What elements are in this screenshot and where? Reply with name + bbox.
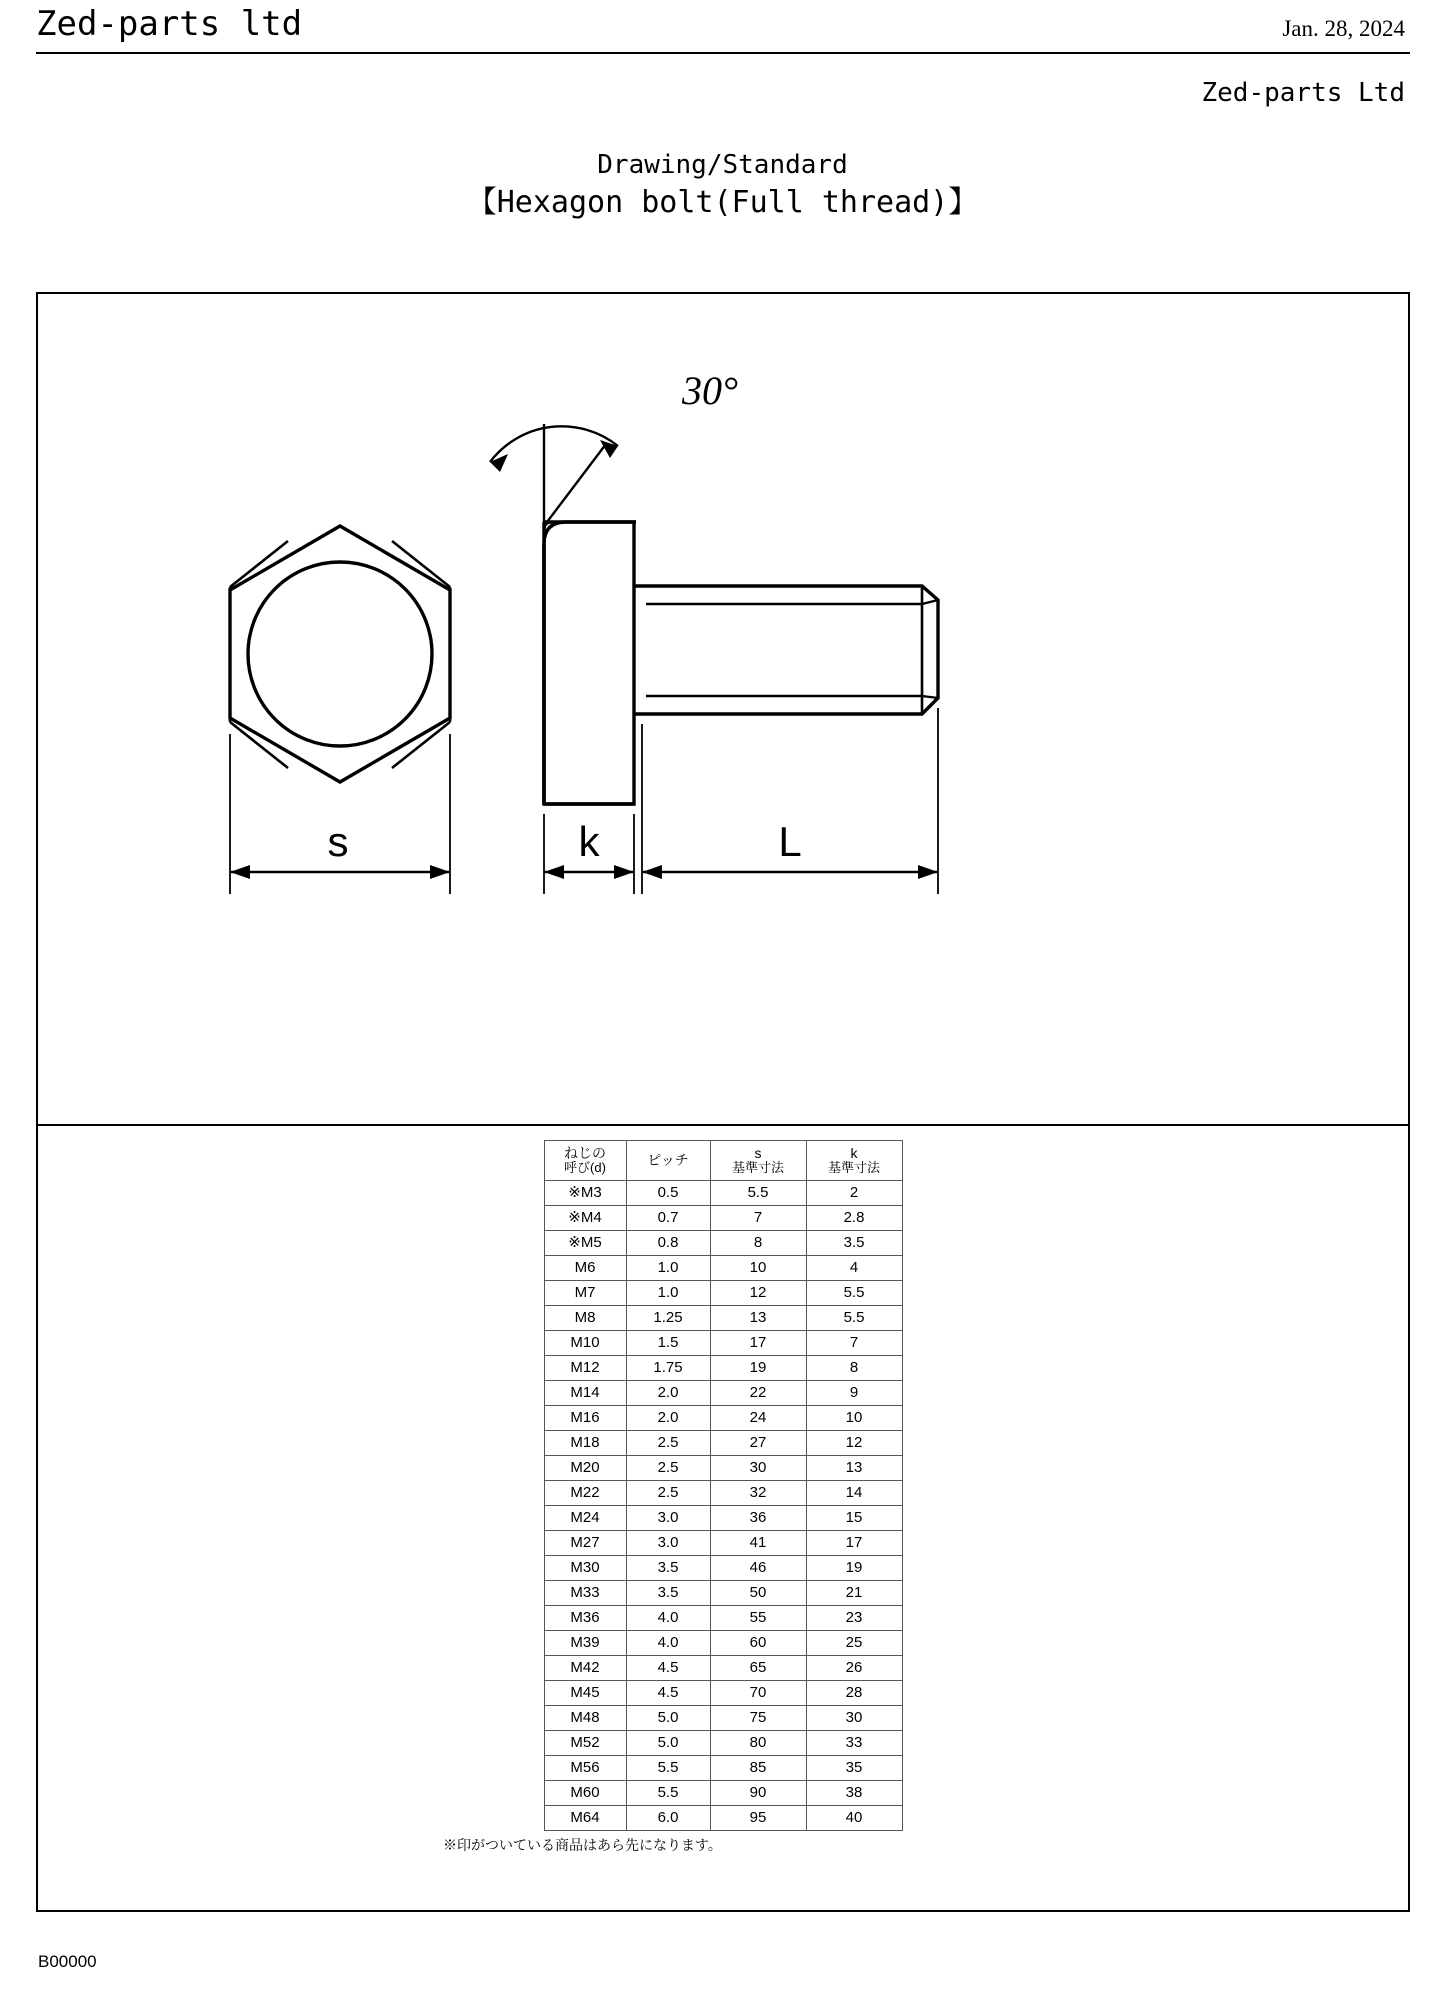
- table-cell: 28: [806, 1681, 902, 1706]
- table-cell: 13: [710, 1306, 806, 1331]
- spec-table-wrap: [38, 1140, 1408, 1855]
- table-cell: 14: [806, 1481, 902, 1506]
- table-cell: 75: [710, 1706, 806, 1731]
- table-row: [544, 1506, 902, 1531]
- table-cell: 1.75: [626, 1356, 710, 1381]
- table-cell: 6.0: [626, 1806, 710, 1831]
- dimension-label-l: L: [778, 818, 802, 865]
- table-cell: M42: [544, 1656, 626, 1681]
- table-cell: 8: [806, 1356, 902, 1381]
- footer-code: B00000: [38, 1952, 97, 1971]
- table-cell: 5.5: [806, 1281, 902, 1306]
- table-cell: M24: [544, 1506, 626, 1531]
- table-cell: M33: [544, 1581, 626, 1606]
- table-cell: 4.0: [626, 1631, 710, 1656]
- table-row: [544, 1606, 902, 1631]
- table-cell: 1.0: [626, 1281, 710, 1306]
- table-cell: M18: [544, 1431, 626, 1456]
- table-cell: 2: [806, 1181, 902, 1206]
- table-cell: 10: [710, 1256, 806, 1281]
- table-row: [544, 1656, 902, 1681]
- table-cell: M16: [544, 1406, 626, 1431]
- table-cell: 7: [710, 1206, 806, 1231]
- dimension-label-s: s: [327, 818, 349, 865]
- table-cell: 90: [710, 1781, 806, 1806]
- table-row: [544, 1731, 902, 1756]
- table-cell: 1.0: [626, 1256, 710, 1281]
- table-cell: 0.7: [626, 1206, 710, 1231]
- table-row: [544, 1206, 902, 1231]
- table-row: [544, 1381, 902, 1406]
- table-cell: M8: [544, 1306, 626, 1331]
- table-cell: 50: [710, 1581, 806, 1606]
- page-header: [0, 0, 1445, 60]
- table-cell: 46: [710, 1556, 806, 1581]
- table-cell: 17: [806, 1531, 902, 1556]
- table-cell: 5.5: [806, 1306, 902, 1331]
- table-cell: M7: [544, 1281, 626, 1306]
- table-cell: 3.0: [626, 1531, 710, 1556]
- table-cell: 3.5: [806, 1231, 902, 1256]
- table-row: [544, 1631, 902, 1656]
- table-cell: M60: [544, 1781, 626, 1806]
- table-row: [544, 1306, 902, 1331]
- table-row: [544, 1281, 902, 1306]
- table-cell: 2.0: [626, 1381, 710, 1406]
- table-row: [544, 1706, 902, 1731]
- col-header-thread: [544, 1141, 626, 1181]
- col-header-k-main: k: [850, 1145, 858, 1161]
- table-cell: M30: [544, 1556, 626, 1581]
- table-cell: 0.8: [626, 1231, 710, 1256]
- table-cell: 4.5: [626, 1656, 710, 1681]
- table-cell: M64: [544, 1806, 626, 1831]
- table-cell: 26: [806, 1656, 902, 1681]
- table-cell: 4: [806, 1256, 902, 1281]
- table-cell: 10: [806, 1406, 902, 1431]
- table-cell: 27: [710, 1431, 806, 1456]
- table-cell: ※M5: [544, 1231, 626, 1256]
- table-cell: 95: [710, 1806, 806, 1831]
- table-row: [544, 1406, 902, 1431]
- table-cell: 8: [710, 1231, 806, 1256]
- table-cell: 19: [710, 1356, 806, 1381]
- spec-table: [544, 1140, 903, 1831]
- table-cell: 33: [806, 1731, 902, 1756]
- table-cell: 70: [710, 1681, 806, 1706]
- table-cell: M14: [544, 1381, 626, 1406]
- drawing-area: [38, 294, 1408, 1124]
- table-cell: 5.0: [626, 1731, 710, 1756]
- drawing-title: [0, 148, 1445, 224]
- hex-bolt-drawing: [38, 294, 1408, 1124]
- angle-label: 30°: [682, 368, 738, 413]
- table-cell: 36: [710, 1506, 806, 1531]
- table-cell: M56: [544, 1756, 626, 1781]
- table-cell: M10: [544, 1331, 626, 1356]
- table-cell: 7: [806, 1331, 902, 1356]
- table-cell: 3.0: [626, 1506, 710, 1531]
- table-cell: 4.5: [626, 1681, 710, 1706]
- table-row: [544, 1356, 902, 1381]
- col-header-s-sub: 基準寸法: [731, 1160, 784, 1176]
- table-cell: 5.5: [710, 1181, 806, 1206]
- col-header-thread-sub: 呼び(d): [564, 1160, 606, 1176]
- company-name: Zed-parts Ltd: [1201, 78, 1405, 108]
- table-cell: 1.25: [626, 1306, 710, 1331]
- table-cell: M39: [544, 1631, 626, 1656]
- table-cell: ※M3: [544, 1181, 626, 1206]
- table-cell: 1.5: [626, 1331, 710, 1356]
- table-row: [544, 1556, 902, 1581]
- table-cell: 85: [710, 1756, 806, 1781]
- table-cell: 5.5: [626, 1781, 710, 1806]
- table-cell: 5.5: [626, 1756, 710, 1781]
- dimension-label-k: k: [578, 818, 600, 865]
- table-cell: M22: [544, 1481, 626, 1506]
- table-cell: 2.8: [806, 1206, 902, 1231]
- table-cell: M12: [544, 1356, 626, 1381]
- table-cell: 3.5: [626, 1556, 710, 1581]
- col-header-thread-main: ねじの: [564, 1145, 606, 1161]
- table-cell: 5.0: [626, 1706, 710, 1731]
- drawing-title-line2: 【Hexagon bolt(Full thread)】: [466, 185, 979, 221]
- table-cell: 22: [710, 1381, 806, 1406]
- table-cell: 12: [806, 1431, 902, 1456]
- table-row: [544, 1481, 902, 1506]
- table-cell: 41: [710, 1531, 806, 1556]
- col-header-pitch-main: ピッチ: [647, 1152, 689, 1169]
- table-row: [544, 1756, 902, 1781]
- table-cell: 80: [710, 1731, 806, 1756]
- table-row: [544, 1681, 902, 1706]
- table-row: [544, 1181, 902, 1206]
- table-cell: 9: [806, 1381, 902, 1406]
- table-cell: 15: [806, 1506, 902, 1531]
- table-row: [544, 1781, 902, 1806]
- table-cell: 2.5: [626, 1431, 710, 1456]
- table-cell: 0.5: [626, 1181, 710, 1206]
- table-note: ※印がついている商品はあら先になります。: [443, 1837, 722, 1854]
- table-cell: 17: [710, 1331, 806, 1356]
- drawing-title-line1: Drawing/Standard: [597, 150, 848, 180]
- table-cell: 4.0: [626, 1606, 710, 1631]
- table-cell: 21: [806, 1581, 902, 1606]
- table-row: [544, 1331, 902, 1356]
- table-row: [544, 1431, 902, 1456]
- table-cell: 25: [806, 1631, 902, 1656]
- drawing-frame: [36, 292, 1410, 1912]
- table-cell: ※M4: [544, 1206, 626, 1231]
- table-cell: M48: [544, 1706, 626, 1731]
- table-cell: M45: [544, 1681, 626, 1706]
- frame-divider: [38, 1124, 1408, 1126]
- table-cell: 38: [806, 1781, 902, 1806]
- col-header-pitch: [626, 1141, 710, 1181]
- table-cell: 3.5: [626, 1581, 710, 1606]
- col-header-k-sub: 基準寸法: [827, 1160, 880, 1176]
- table-cell: M52: [544, 1731, 626, 1756]
- col-header-s: [710, 1141, 806, 1181]
- spec-table-body: [544, 1181, 902, 1831]
- table-cell: 13: [806, 1456, 902, 1481]
- table-cell: 60: [710, 1631, 806, 1656]
- table-row: [544, 1581, 902, 1606]
- table-cell: M6: [544, 1256, 626, 1281]
- table-cell: 40: [806, 1806, 902, 1831]
- table-row: [544, 1531, 902, 1556]
- table-row: [544, 1456, 902, 1481]
- table-cell: 2.0: [626, 1406, 710, 1431]
- table-cell: 2.5: [626, 1481, 710, 1506]
- header-divider: [36, 52, 1410, 54]
- table-cell: 24: [710, 1406, 806, 1431]
- table-cell: 19: [806, 1556, 902, 1581]
- table-cell: M36: [544, 1606, 626, 1631]
- table-cell: M27: [544, 1531, 626, 1556]
- table-row: [544, 1256, 902, 1281]
- document-date: Jan. 28, 2024: [1282, 16, 1405, 41]
- table-row: [544, 1231, 902, 1256]
- table-cell: 55: [710, 1606, 806, 1631]
- table-cell: 30: [806, 1706, 902, 1731]
- col-header-s-main: s: [754, 1145, 762, 1161]
- table-cell: M20: [544, 1456, 626, 1481]
- table-cell: 65: [710, 1656, 806, 1681]
- table-row: [544, 1806, 902, 1831]
- table-cell: 23: [806, 1606, 902, 1631]
- table-cell: 30: [710, 1456, 806, 1481]
- table-cell: 35: [806, 1756, 902, 1781]
- table-cell: 32: [710, 1481, 806, 1506]
- page-title: Zed-parts ltd: [36, 4, 303, 44]
- table-header-row: [544, 1141, 902, 1181]
- col-header-k: [806, 1141, 902, 1181]
- table-cell: 2.5: [626, 1456, 710, 1481]
- table-cell: 12: [710, 1281, 806, 1306]
